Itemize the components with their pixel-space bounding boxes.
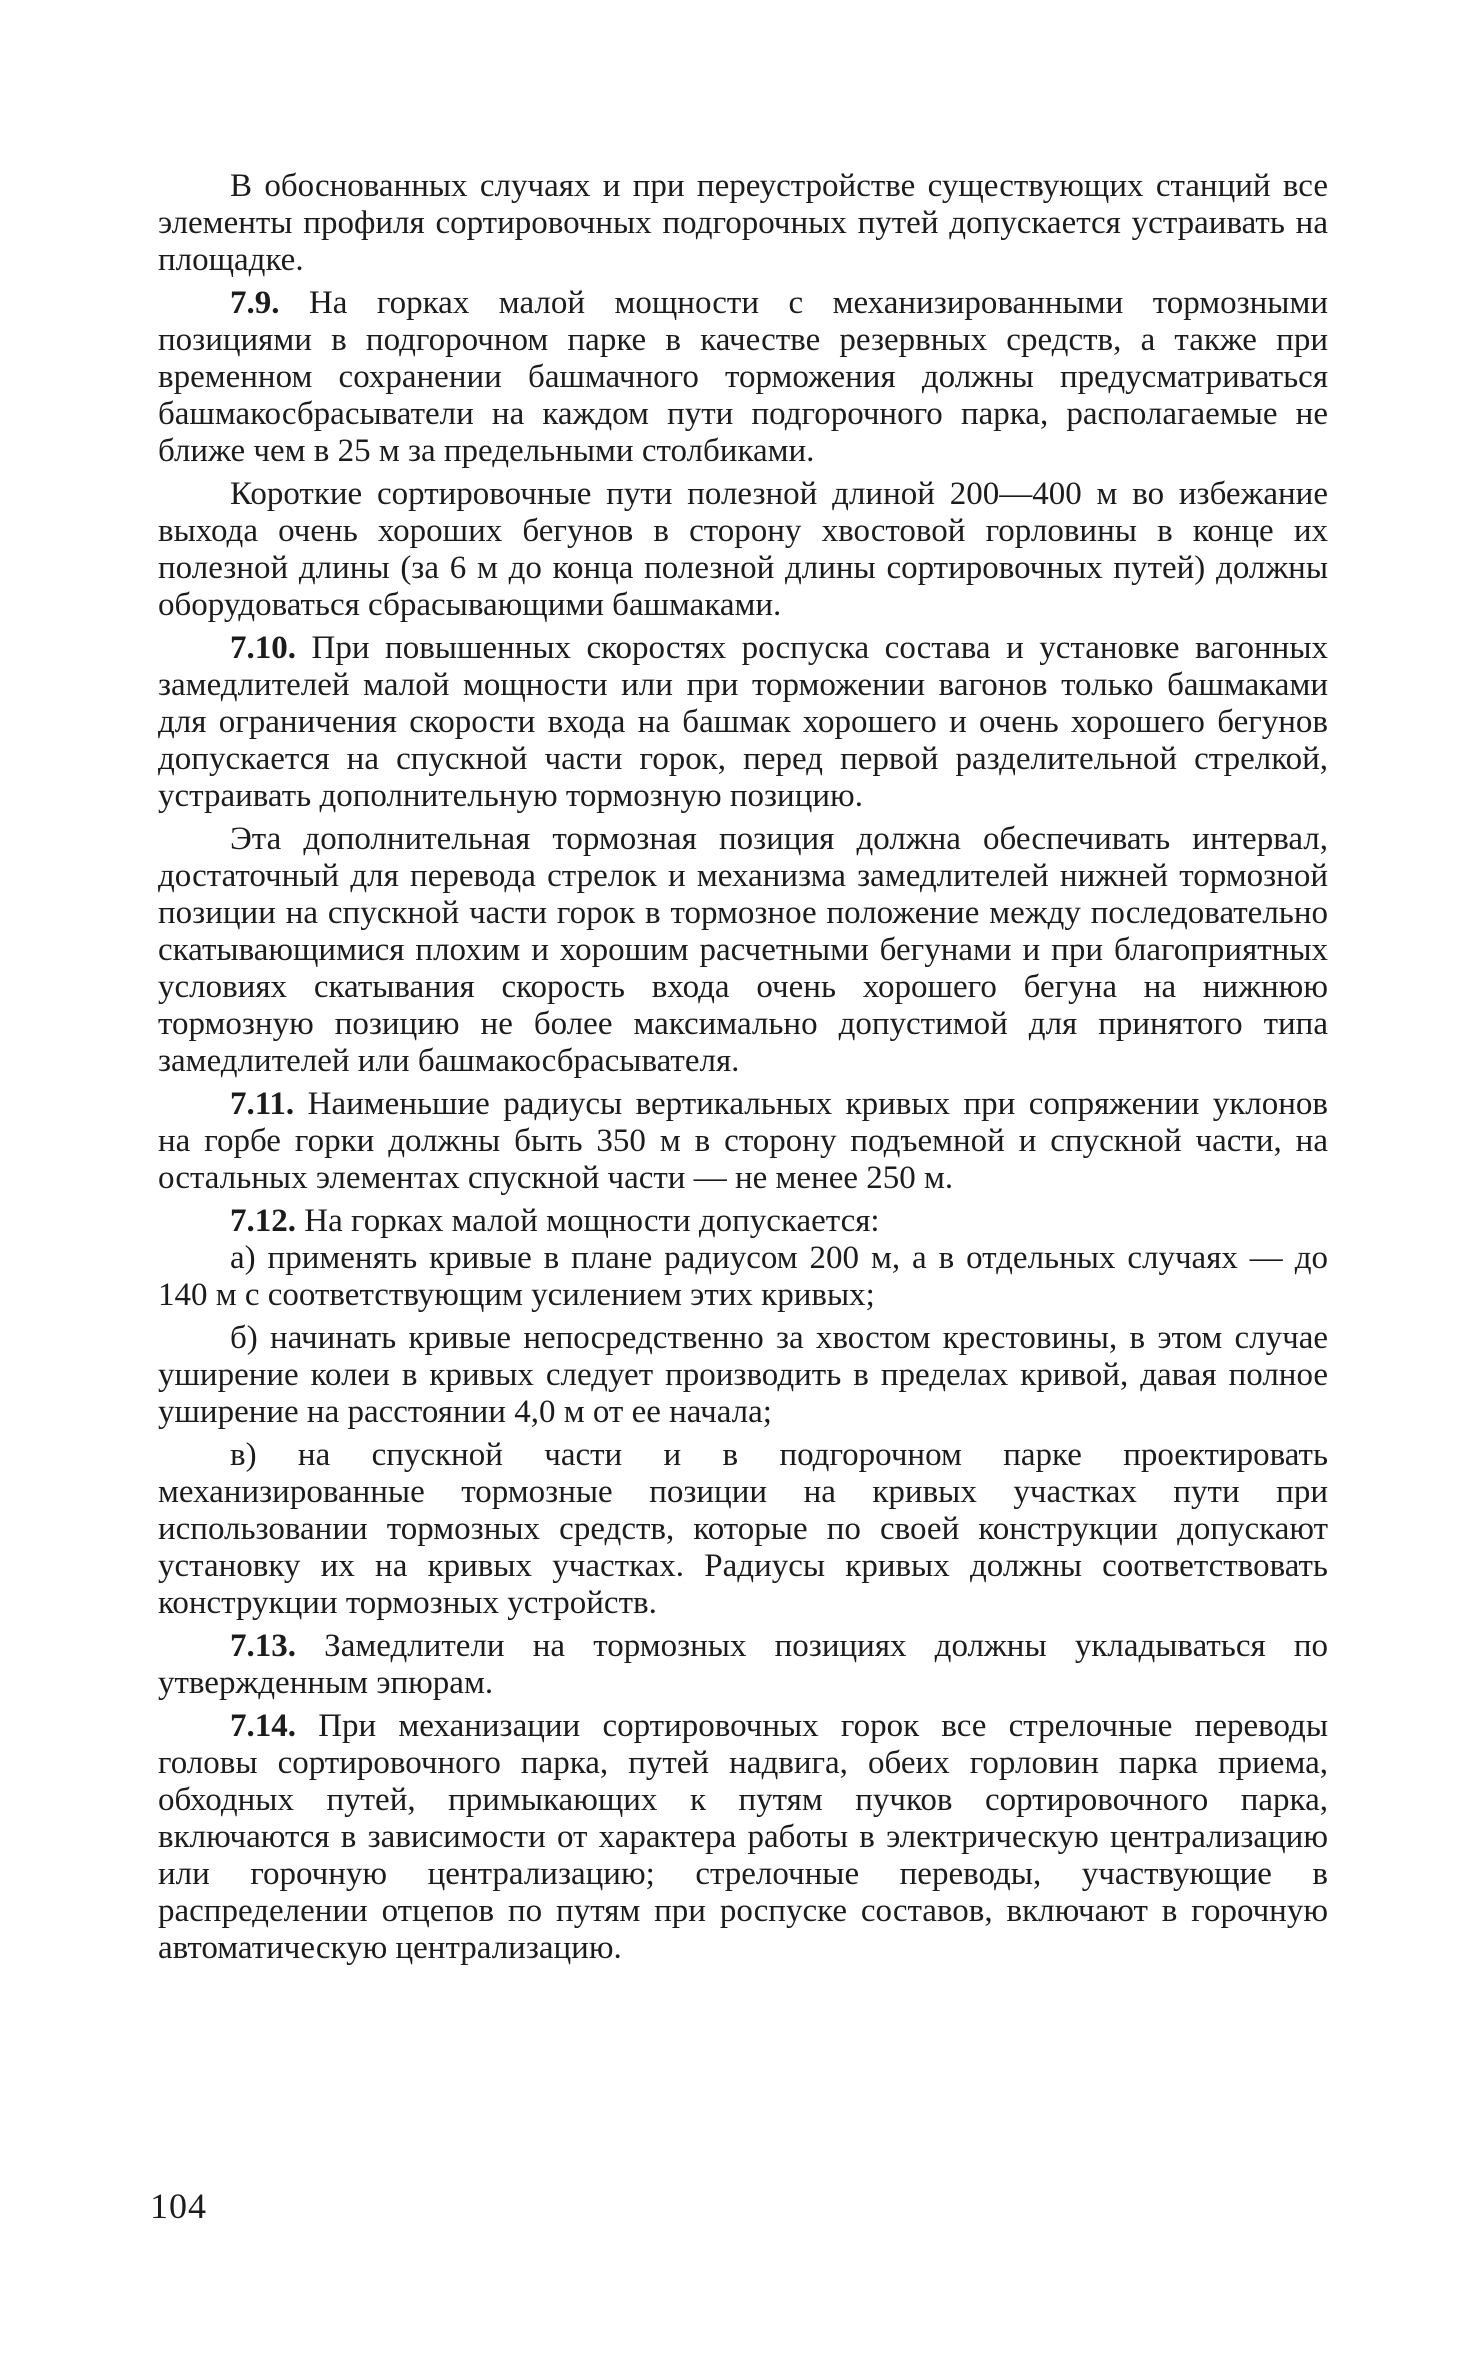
clause-number: 7.13.	[230, 1628, 296, 1664]
clause-number: 7.9.	[230, 285, 280, 321]
paragraph-text: б) начинать кривые непосредственно за хвостом крестовины, в этом случае уширение колеи в кривых следует производить в пределах кривой, давая полное уширение на расстоянии 4,0 м от ее начала;	[158, 1320, 1328, 1430]
list-item-b	[158, 1320, 1328, 1431]
paragraph-text: При механизации сортировочных горок все стрелочные переводы головы сортировочного парка, путей надвига, обеих горловин парка приема, обходных путей, примыкающих к путям пучков сортировочного парка, включаются в зависимости от характера работы в электрическую централизацию или горочную централизацию; стрелочные переводы, участвующие в распределении отцепов по путям при роспуске составов, включают в горочную автоматическую централизацию.	[158, 1708, 1328, 1966]
paragraph-7-12	[158, 1203, 1328, 1240]
paragraph-text: Короткие сортировочные пути полезной длиной 200—400 м во избежание выхода очень хороших бегунов в сторону хвостовой горловины в конце их полезной длины (за 6 м до конца полезной длины сортировочных путей) должны оборудоваться сбрасывающими башмаками.	[158, 476, 1328, 623]
page-number: 104	[150, 2186, 207, 2226]
clause-number: 7.11.	[230, 1086, 295, 1122]
list-item-c	[158, 1437, 1328, 1622]
paragraph-text: На горках малой мощности допускается:	[296, 1203, 880, 1239]
paragraph-7-13	[158, 1628, 1328, 1702]
list-item-a	[158, 1240, 1328, 1314]
paragraph-additional-position	[158, 821, 1328, 1080]
page-body	[158, 168, 1328, 1973]
paragraph-intro	[158, 168, 1328, 279]
paragraph-text: а) применять кривые в плане радиусом 200 м, а в отдельных случаях — до 140 м с соответствующим усилением этих кривых;	[158, 1240, 1328, 1313]
paragraph-text: При повышенных скоростях роспуска состава и установке вагонных замедлителей малой мощности или при торможении вагонов только башмаками для ограничения скорости входа на башмак хорошего и очень хорошего бегунов допускается на спускной части горок, перед первой разделительной стрелкой, устраивать дополнительную тормозную позицию.	[158, 630, 1328, 814]
clause-number: 7.14.	[230, 1708, 296, 1744]
paragraph-text: Наименьшие радиусы вертикальных кривых при сопряжении уклонов на горбе горки должны быть 350 м в сторону подъемной и спускной части, на остальных элементах спускной части — не менее 250 м.	[158, 1086, 1328, 1196]
paragraph-7-9	[158, 285, 1328, 470]
paragraph-text: Эта дополнительная тормозная позиция должна обеспечивать интервал, достаточный для перевода стрелок и механизма замедлителей нижней тормозной позиции на спускной части горок в тормозное положение между последовательно скатывающимися плохим и хорошим расчетными бегунами и при благоприятных условиях скатывания скорость входа очень хорошего бегуна на нижнюю тормозную позицию не более максимально допустимой для принятого типа замедлителей или башмакосбрасывателя.	[158, 821, 1328, 1079]
paragraph-text: Замедлители на тормозных позициях должны укладываться по утвержденным эпюрам.	[158, 1628, 1328, 1701]
paragraph-7-11	[158, 1086, 1328, 1197]
clause-number: 7.10.	[230, 630, 296, 666]
paragraph-text: В обоснованных случаях и при переустройстве существующих станций все элементы профиля сортировочных подгорочных путей допускается устраивать на площадке.	[158, 168, 1328, 278]
paragraph-short-tracks	[158, 476, 1328, 624]
clause-number: 7.12.	[230, 1203, 296, 1239]
paragraph-7-10	[158, 630, 1328, 815]
paragraph-text: в) на спускной части и в подгорочном парке проектировать механизированные тормозные позиции на кривых участках пути при использовании тормозных средств, которые по своей конструкции допускают установку их на кривых участках. Радиусы кривых должны соответствовать конструкции тормозных устройств.	[158, 1437, 1328, 1621]
paragraph-7-14	[158, 1708, 1328, 1967]
paragraph-text: На горках малой мощности с механизированными тормозными позициями в подгорочном парке в качестве резервных средств, а также при временном сохранении башмачного торможения должны предусматриваться башмакосбрасыватели на каждом пути подгорочного парка, располагаемые не ближе чем в 25 м за предельными столбиками.	[158, 285, 1328, 469]
